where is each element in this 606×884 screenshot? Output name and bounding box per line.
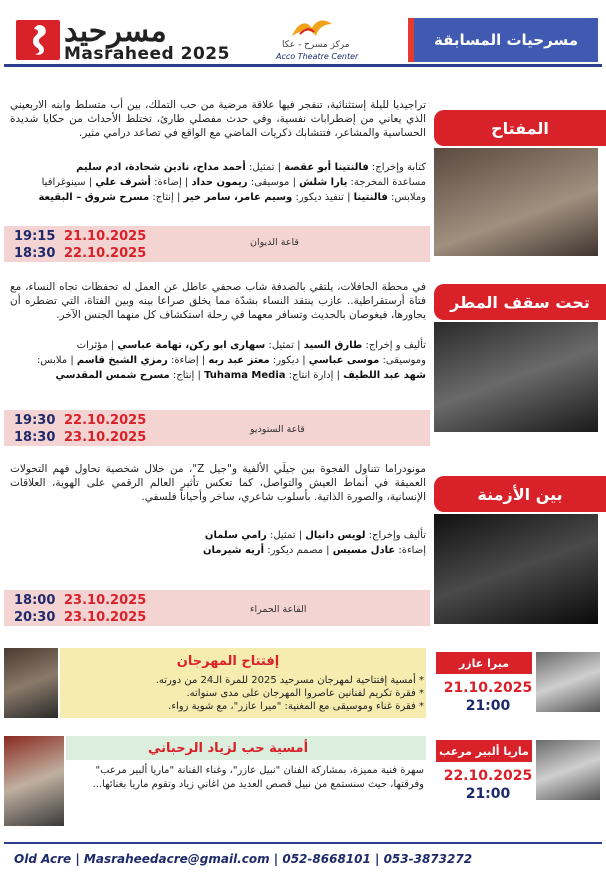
footer-contact: Old Acre | Masraheedacre@gmail.com | 052-8668101 | 053-3873272: [14, 852, 473, 866]
play-description: في محطة الحافلات، يلتقي بالصدفة شاب صحفي عاطل عن العمل له تحفظات تجاه النساء، مع فتاة أرستقراطية.. عازب ينتقد النساء بشدّة مما يخلق صراعا بينه وبين الفتاة، التي تضطره أن يحاورها، فيغوصان بالحديث وتسافر معهما في رحلة استكشاف كل منهما الجنس الآخر.: [10, 281, 426, 321]
event-time: 21:00: [465, 786, 511, 802]
show-date: 23.10.2025: [64, 610, 147, 625]
performer-name-mira: ميرا عازر: [436, 652, 532, 674]
showtimes: [14, 592, 146, 626]
venue-hall: القاعة الحمراء: [250, 604, 307, 615]
performer-photo-mira: [536, 652, 600, 712]
bullet: * فقرة تكريم لفنانين عاصروا المهرجان على مدى سنواته.: [186, 688, 424, 699]
show-time: 18:30: [14, 246, 56, 261]
festival-logo-english: Masraheed 2025: [64, 44, 230, 64]
show-time: 18:30: [14, 430, 56, 445]
play-title-bayn-al-azmina: بين الأزمنة: [434, 476, 606, 512]
show-time: 19:30: [14, 413, 56, 428]
event-description: [60, 764, 424, 792]
performer-photo-maria: [536, 740, 600, 800]
acco-center-english: Acco Theatre Center: [276, 52, 359, 61]
event-date: 21.10.2025: [443, 680, 533, 696]
venue-hall: قاعة الستوديو: [250, 424, 305, 435]
play-description: مونودراما تتناول الفجوة بين جيلَي الألفية و"جيل Z"، من خلال شخصية تحاول فهم التحولات العميقة في أنماط العيش والتواصل، كما تعكس تأثير العالم الرقمي على الهوية، العلاقات الإنسانية، والصورة الذاتية. بأسلوب شاعري، ساخر وأحياناً فلسفي.: [10, 463, 426, 503]
show-date: 23.10.2025: [64, 593, 147, 608]
play-credits: [10, 528, 426, 558]
credit-line: مساعدة المخرجة: يارا شلش | موسيقى: ريمون حداد | إضاءة: أشرف علي | سينوغرافيا: [41, 177, 426, 188]
play-photo-taht-saqf-al-matar: [434, 322, 598, 432]
event-time: 21:00: [465, 698, 511, 714]
credit-line: كتابة وإخراج: فالنتينا أبو عقصة | تمثيل: أحمد مداح، نادين شحادة، ادم سليم: [76, 162, 426, 173]
acco-center-arabic: مركز مسرح - عكا: [282, 40, 350, 50]
play-credits: [10, 338, 426, 383]
bullet: * أمسية إفتتاحية لمهرجان مسرحيد 2025 للمرة الـ24 من دورته.: [155, 675, 424, 686]
seahorse-logo-icon: [16, 20, 60, 60]
show-time: 20:30: [14, 610, 56, 625]
showtimes: [14, 228, 146, 262]
bullet: * فقرة غناء وموسيقى مع المغنية: "ميرا عازر"، مع شوية رواء.: [168, 701, 424, 712]
festival-logo-arabic: مسرحيد: [64, 14, 167, 49]
show-date: 23.10.2025: [64, 430, 147, 445]
competition-plays-banner: مسرحيات المسابقة: [408, 18, 598, 62]
play-credits: [10, 160, 426, 205]
credit-line: إضاءة: عادل مسيس | مصمم ديكور: أريه شيرمان: [202, 545, 426, 556]
credit-line: تأليف وإخراج: لويس دانيال | تمثيل: رامي سلمان: [204, 530, 426, 541]
show-time: 19:15: [14, 229, 56, 244]
play-title-taht-saqf-al-matar: تحت سقف المطر: [434, 284, 606, 320]
credit-line: وموسيقى: موسى عباسي | ديكور: معتز عبد ربه | إضاءة: رمزي الشيخ قاسم | ملابس:: [36, 355, 426, 366]
show-time: 18:00: [14, 593, 56, 608]
credit-line: شهد عبد اللطيف | إدارة انتاج: Tuhama Media | إنتاج: مسرح شمس المقدسي: [55, 370, 426, 381]
venue-hall: قاعة الديوان: [250, 237, 299, 248]
event-title-opening: إفتتاح المهرجان: [176, 653, 280, 669]
header-divider: [4, 64, 602, 67]
performer-name-maria: ماريا ألبير مرعب: [436, 740, 532, 762]
event-title-ziad: أمسية حب لزياد الرحباني: [147, 740, 309, 756]
play-title-al-muftah: المفتاح: [434, 110, 606, 146]
credit-line: تأليف و إخراج: طارق السيد | تمثيل: سهارى ابو ركن، تهامة عباسي | مؤثرات: [76, 340, 426, 351]
play-description: تراجيديا لليلة إستثنائية، تنفجر فيها علاقة مرضية من حب التملك، بين أب متسلط وابنه الاربعيني الذي يعاني من إضطرابات نفسية، وفي حدث مفصلي طارئ، تختلط الأحداث من حكايا شديدة الحساسية والمشاعر، فتتشابك ذكريات الماضي مع الواقع في تصاعد درامي مثير.: [10, 99, 426, 139]
show-date: 21.10.2025: [64, 229, 147, 244]
acco-flame-icon: [290, 18, 334, 42]
play-photo-al-muftah: [434, 148, 598, 256]
event-date: 22.10.2025: [443, 768, 533, 784]
showtimes: [14, 412, 146, 446]
event-bullets: [60, 674, 424, 713]
credit-line: وملابس: فالنتينا | تنفيذ ديكور: وسيم عامر، سامر خير | إنتاج: مسرح شروق – البقيعة: [38, 192, 426, 203]
bullet: سهرة فنية مميزة، بمشاركة الفنان "نبيل عازر"، وغناء الفنانة "ماريا ألبير مرعب" وفرقتها، حيث سنستمع من نبيل قصص العديد من اغاني زياد وتقوم ماريا بغنائها...: [92, 765, 424, 790]
show-date: 22.10.2025: [64, 413, 147, 428]
show-date: 22.10.2025: [64, 246, 147, 261]
play-photo-bayn-al-azmina: [434, 514, 598, 624]
footer-divider: [4, 842, 602, 844]
